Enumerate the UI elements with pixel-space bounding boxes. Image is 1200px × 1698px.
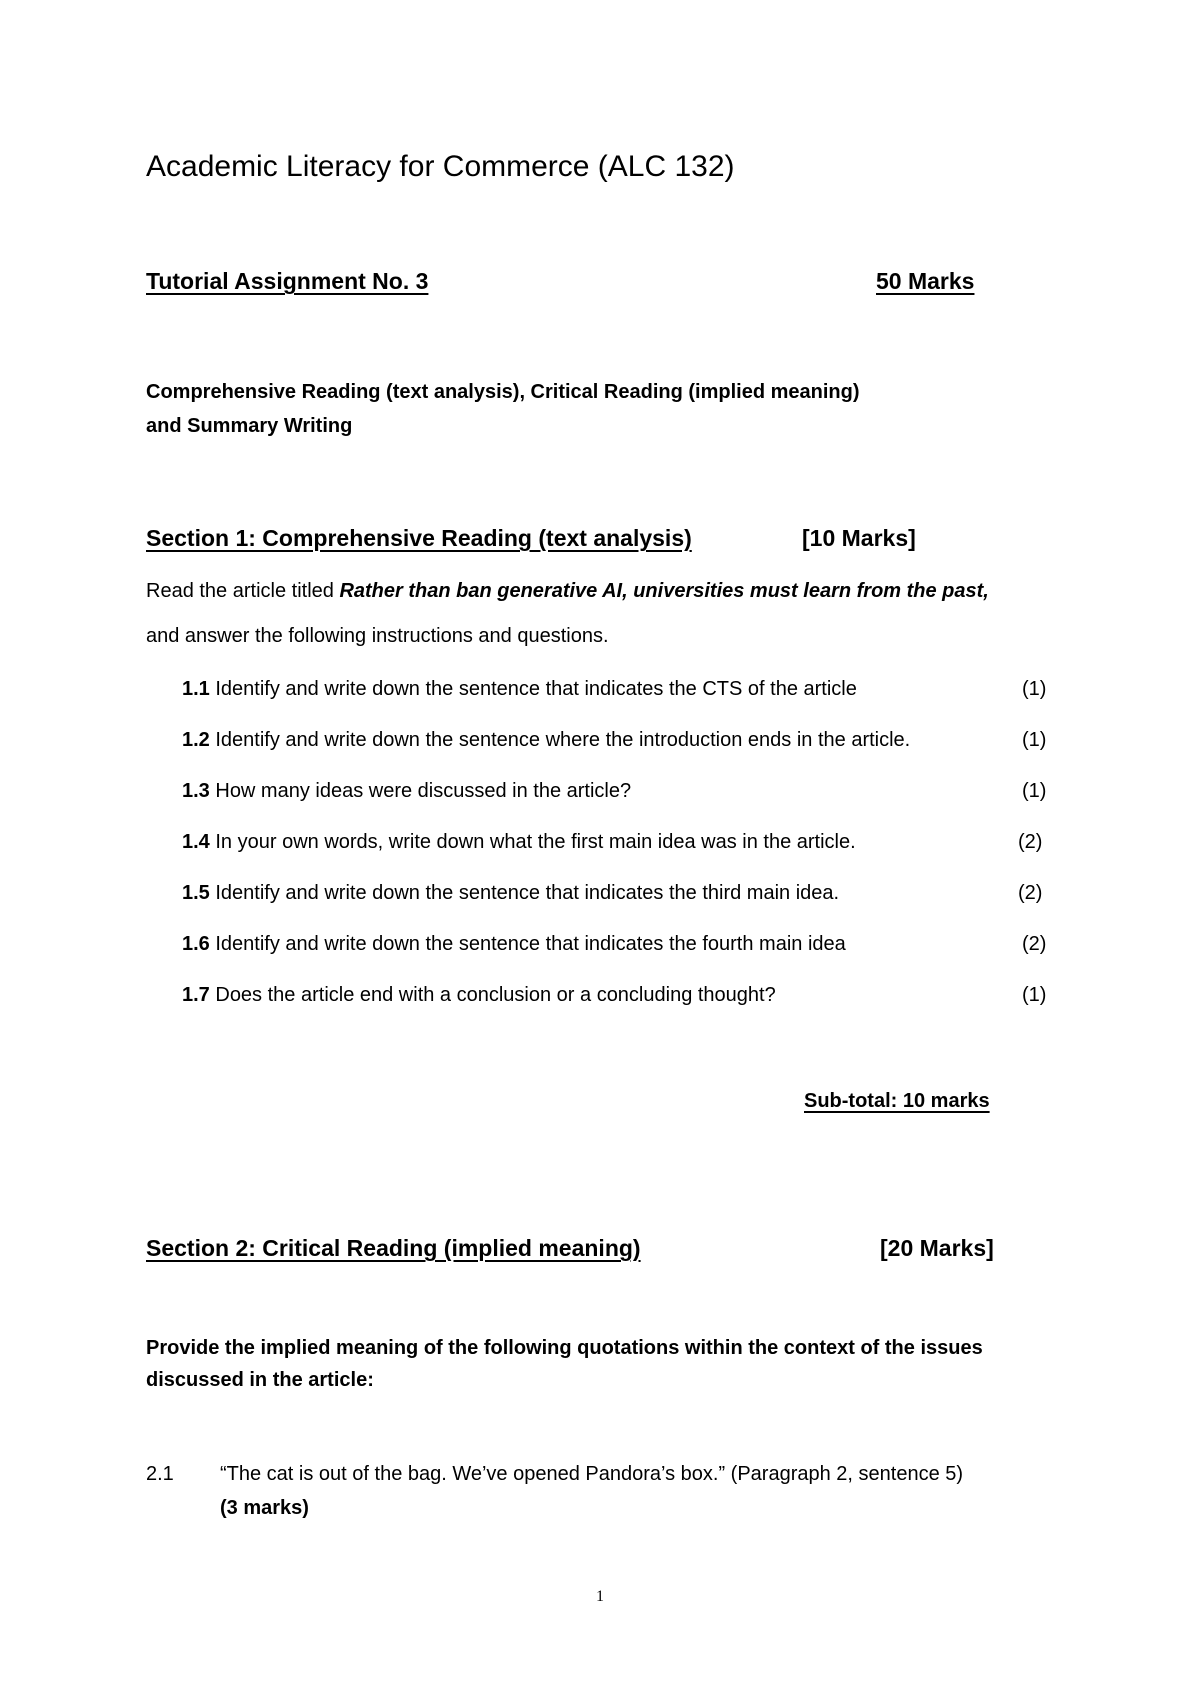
- section2-heading: Section 2: Critical Reading (implied meaning): [146, 1235, 641, 1261]
- question-1-7-marks: (1): [1022, 984, 1047, 1006]
- question-1-4-marks: (2): [1018, 831, 1043, 853]
- section1-subtotal: Sub-total: 10 marks: [804, 1090, 990, 1112]
- question-1-5-marks: (2): [1018, 882, 1043, 904]
- question-2-1-marks: (3 marks): [220, 1497, 309, 1519]
- question-2-1-text: “The cat is out of the bag. We’ve opened Pandora’s box.” (Paragraph 2, sentence 5): [220, 1463, 964, 1485]
- section1-intro-line-2: and answer the following instructions and questions.: [146, 625, 609, 647]
- question-1-3: [182, 780, 631, 803]
- section1-intro-line-1: [146, 580, 989, 603]
- question-1-2-marks: (1): [1022, 729, 1047, 751]
- question-text: Identify and write down the sentence that indicates the CTS of the article: [209, 678, 857, 700]
- section2-marks: [20 Marks]: [880, 1235, 994, 1261]
- question-1-6-marks: (2): [1022, 933, 1047, 955]
- question-text: Identify and write down the sentence that indicates the third main idea.: [209, 882, 840, 904]
- question-2-1-number: 2.1: [146, 1463, 174, 1485]
- subtitle-line-2: and Summary Writing: [146, 415, 353, 437]
- question-text: In your own words, write down what the first main idea was in the article.: [209, 831, 856, 853]
- question-text: Identify and write down the sentence where the introduction ends in the article.: [209, 729, 911, 751]
- question-1-2: [182, 729, 910, 752]
- question-number: 1.1: [182, 678, 210, 700]
- question-number: 1.7: [182, 984, 210, 1006]
- question-text: Identify and write down the sentence that indicates the fourth main idea: [209, 933, 846, 955]
- question-1-7: [182, 984, 776, 1007]
- question-number: 1.2: [182, 729, 210, 751]
- subtitle-line-1: Comprehensive Reading (text analysis), Critical Reading (implied meaning): [146, 381, 860, 403]
- question-number: 1.3: [182, 780, 210, 802]
- question-1-4: [182, 831, 856, 854]
- question-text: How many ideas were discussed in the article?: [209, 780, 632, 802]
- document-title: Academic Literacy for Commerce (ALC 132): [146, 150, 735, 183]
- question-1-5: [182, 882, 839, 905]
- assignment-marks: 50 Marks: [876, 268, 975, 294]
- question-number: 1.6: [182, 933, 210, 955]
- section1-marks: [10 Marks]: [802, 525, 916, 551]
- question-number: 1.4: [182, 831, 210, 853]
- section2-instruction-line-2: discussed in the article:: [146, 1369, 374, 1391]
- question-1-1-marks: (1): [1022, 678, 1047, 700]
- assignment-label: Tutorial Assignment No. 3: [146, 268, 429, 294]
- section2-instruction-line-1: Provide the implied meaning of the following quotations within the context of the issues: [146, 1337, 983, 1359]
- section1-heading: Section 1: Comprehensive Reading (text analysis): [146, 525, 692, 551]
- page-number: 1: [596, 1588, 604, 1605]
- question-1-1: [182, 678, 857, 701]
- question-1-3-marks: (1): [1022, 780, 1047, 802]
- question-text: Does the article end with a conclusion or a concluding thought?: [209, 984, 776, 1006]
- question-number: 1.5: [182, 882, 210, 904]
- intro-prefix: Read the article titled: [146, 580, 340, 602]
- question-1-6: [182, 933, 846, 956]
- article-title: Rather than ban generative AI, universities must learn from the past,: [339, 580, 989, 602]
